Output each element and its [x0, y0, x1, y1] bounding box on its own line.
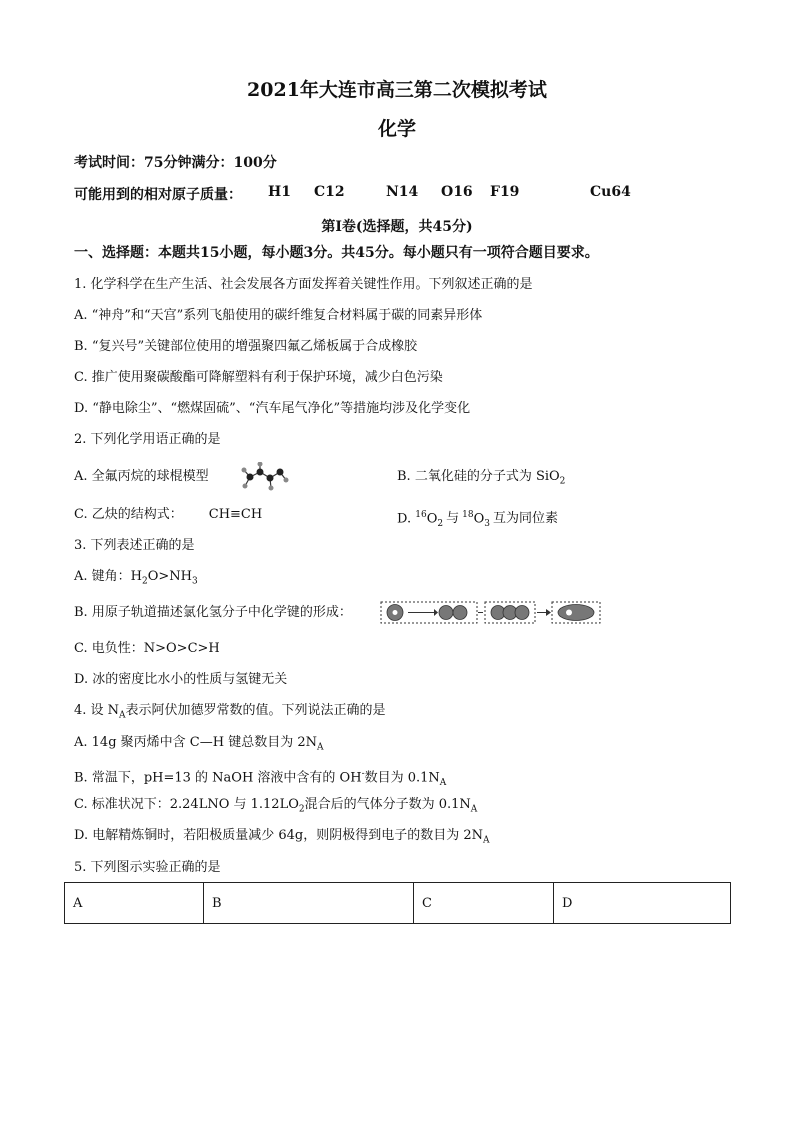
question-1-option-b: B. “复兴号”关键部位使用的增强聚四氟乙烯板属于合成橡胶	[74, 339, 418, 354]
question-2-option-a: A. 全氟丙烷的球棍模型	[74, 469, 209, 484]
question-2-option-b: B. 二氧化硅的分子式为 SiO$_2$	[397, 469, 566, 487]
subject-title: 化学	[377, 118, 416, 140]
question-3-option-b: B. 用原子轨道描述氯化氢分子中化学键的形成：	[74, 605, 352, 620]
element-mass: N14	[386, 184, 419, 200]
element-mass: O16	[441, 184, 473, 200]
element-mass: F19	[490, 184, 520, 200]
exam-time: 考试时间：75分钟满分：100分	[74, 155, 277, 171]
table-cell-d: D	[554, 883, 731, 924]
question-4-option-c: C. 标准状况下：2.24LNO 与 $1.12LO_2$混合后的气体分子数为 $0.1N_A$	[74, 797, 478, 815]
element-mass: H1	[268, 184, 291, 200]
question-4-option-b: B. 常温下，pH=13 的 NaOH 溶液中含有的 OH-数目为 $0.1N_A$	[74, 769, 447, 788]
table-row	[65, 883, 731, 924]
question-2-option-c: C. 乙炔的结构式： CH≡CH	[74, 507, 263, 522]
question-1-option-a: A. “神舟”和“天宫”系列飞船使用的碳纤维复合材料属于碳的同素异形体	[74, 308, 483, 323]
question-2-option-d: D. $^{16}O_2$ 与 $^{18}O_3$ 互为同位素	[397, 510, 558, 529]
table-cell-c: C	[414, 883, 554, 924]
instruction: 一、选择题：本题共15小题，每小题3分。共45分。每小题只有一项符合题目要求。	[74, 245, 599, 261]
orbital-overlap-diagram	[380, 600, 602, 626]
question-3-stem: 3. 下列表述正确的是	[74, 538, 195, 553]
atomic-mass-label: 可能用到的相对原子质量：	[74, 187, 242, 203]
table-cell-b: B	[204, 883, 414, 924]
ball-stick-model-image	[240, 462, 290, 492]
question-4-option-d: D. 电解精炼铜时，若阳极质量减少 64g，则阴极得到电子的数目为 $2N_A$	[74, 828, 490, 846]
question-5-stem: 5. 下列图示实验正确的是	[74, 860, 221, 875]
question-1-stem: 1. 化学科学在生产生活、社会发展各方面发挥着关键性作用。下列叙述正确的是	[74, 277, 533, 292]
question-1-option-c: C. 推广使用聚碳酸酯可降解塑料有利于保护环境，减少白色污染	[74, 370, 443, 385]
question-2-stem: 2. 下列化学用语正确的是	[74, 432, 221, 447]
question-4-stem: 4. 设 $N_A$表示阿伏加德罗常数的值。下列说法正确的是	[74, 703, 386, 721]
question-3-option-c: C. 电负性：N>O>C>H	[74, 641, 220, 656]
exam-title: 2021年大连市高三第二次模拟考试	[247, 79, 547, 101]
element-mass: C12	[314, 184, 345, 200]
question-4-option-a: A. 14g 聚丙烯中含 C—H 键总数目为 $2N_A$	[74, 735, 324, 753]
element-mass: Cu64	[590, 184, 631, 200]
question-3-option-a: A. 键角：$H_2O>NH_3$	[74, 569, 198, 587]
question-1-option-d: D. “静电除尘”、“燃煤固硫”、“汽车尾气净化”等措施均涉及化学变化	[74, 401, 471, 416]
section-heading: 第Ⅰ卷(选择题，共45分)	[321, 219, 473, 235]
question-3-option-d: D. 冰的密度比水小的性质与氢键无关	[74, 672, 288, 687]
table-cell-a: A	[65, 883, 204, 924]
question-5-table	[64, 882, 731, 924]
